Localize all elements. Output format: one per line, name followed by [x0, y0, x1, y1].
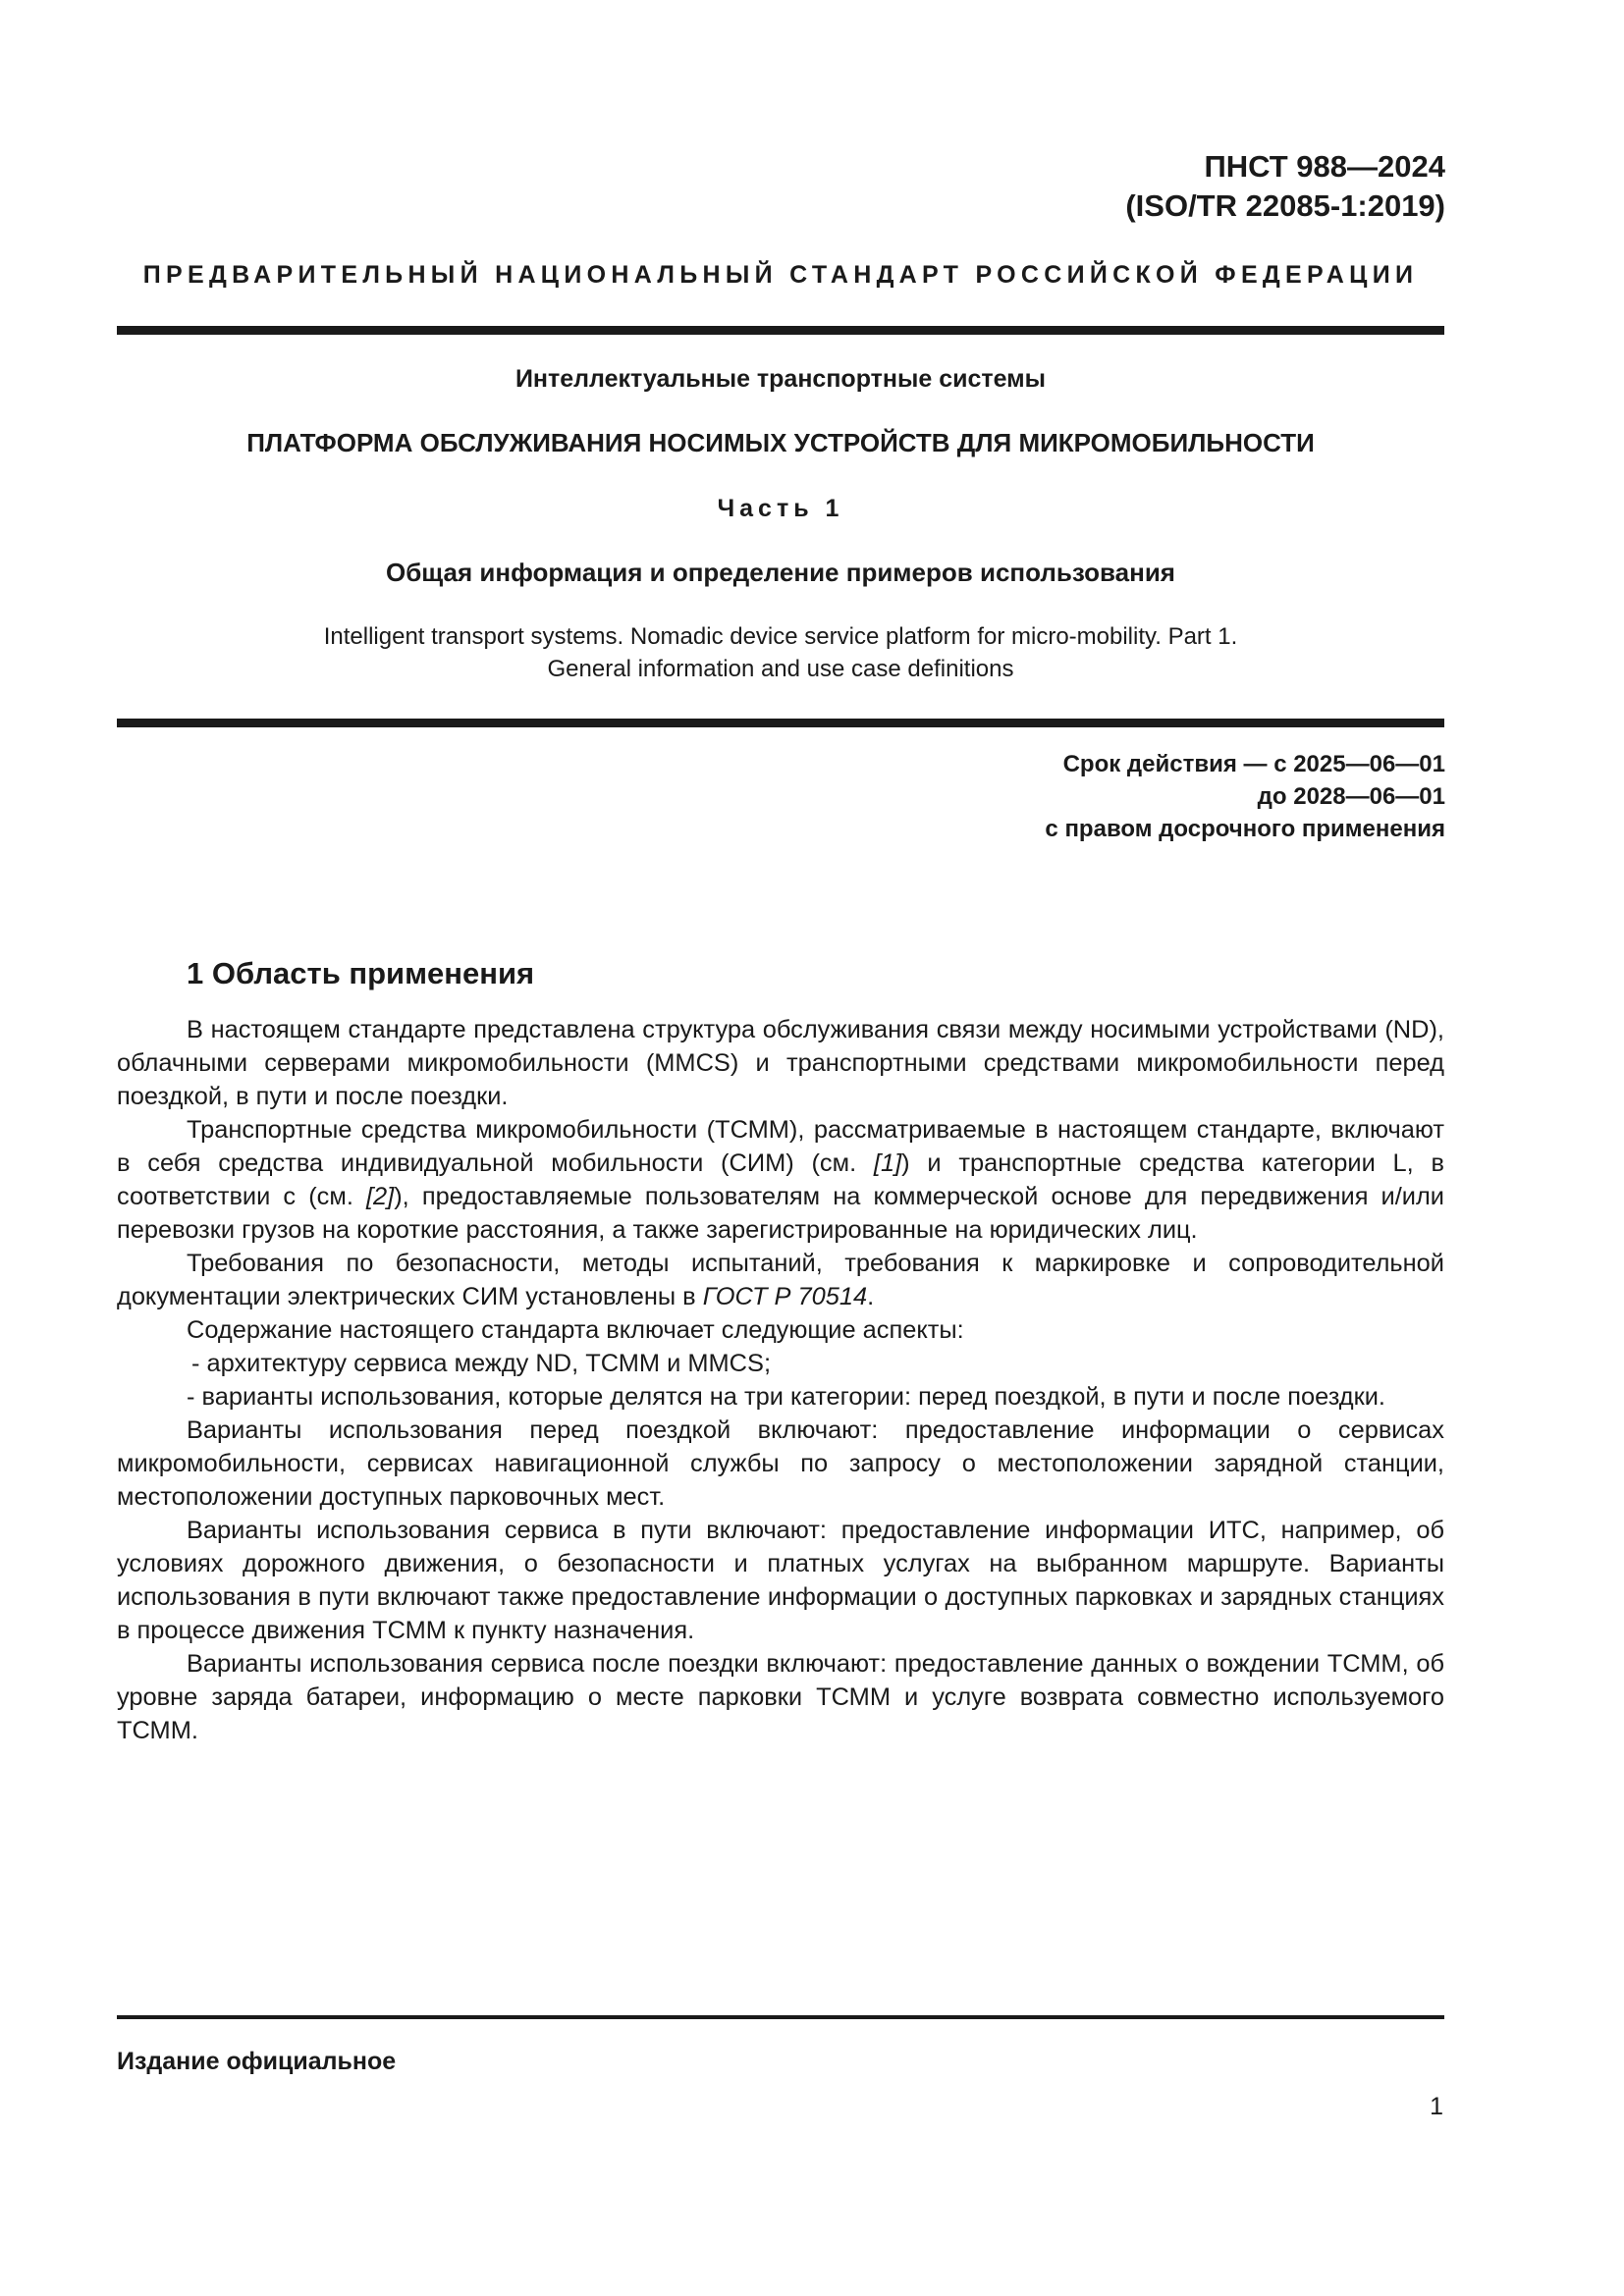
paragraph-7: Варианты использования сервиса после поездки включают: предоставление данных о вождении ТСММ, об уровне заряда батареи, информацию о месте парковки ТСММ и услуге возврата совместно используемого ТСММ.: [117, 1650, 1444, 1744]
list-item-2: - варианты использования, которые делятся на три категории: перед поездкой, в пути и после поездки.: [187, 1383, 1385, 1411]
iso-reference: (ISO/TR 22085-1:2019): [1125, 188, 1445, 223]
title-english-line-1: Intelligent transport systems. Nomadic device service platform for micro-mobility. Part 1.: [323, 623, 1238, 650]
title-subtitle: Общая информация и определение примеров использования: [386, 558, 1175, 587]
paragraph-1: В настоящем стандарте представлена структура обслуживания связи между носимыми устройствами (ND), облачными серверами микромобильности (MMCS) и транспортными средствами микромобильности перед поездкой, в пути и после поездки.: [117, 1016, 1444, 1110]
title-english-line-2: General information and use case definitions: [547, 656, 1014, 682]
validity-early-application: с правом досрочного применения: [1045, 816, 1445, 842]
paragraph-2: Транспортные средства микромобильности (ТСММ), рассматриваемые в настоящем стандарте, включают в себя средства индивидуальной мобильности (СИМ) (см. [1]) и транспортные средства категории L, в соответствии с (см. [2]), предоставляемые пользователям на коммерческой основе для передвижения и/или перевозки грузов на короткие расстояния, а также зарегистрированные на юридических лиц.: [117, 1116, 1444, 1244]
standard-type-heading: ПРЕДВАРИТЕЛЬНЫЙ НАЦИОНАЛЬНЫЙ СТАНДАРТ РОССИЙСКОЙ ФЕДЕРАЦИИ: [142, 261, 1419, 289]
footer-divider: [117, 2015, 1444, 2019]
official-edition-label: Издание официальное: [117, 2048, 397, 2075]
list-item-1: - архитектуру сервиса между ND, ТСММ и MMCS;: [191, 1350, 771, 1377]
reference-gost: ГОСТ Р 70514: [702, 1283, 868, 1310]
paragraph-4: Содержание настоящего стандарта включает следующие аспекты:: [187, 1316, 964, 1344]
document-number-block: [1125, 147, 1445, 226]
validity-block: [1045, 748, 1445, 845]
paragraph-5: Варианты использования перед поездкой включают: предоставление информации о сервисах микромобильности, сервисах навигационной службы по запросу о местоположении зарядной станции, местоположении доступных парковочных мест.: [117, 1416, 1444, 1511]
title-english: [117, 620, 1444, 685]
title-divider: [117, 719, 1444, 727]
title-part: Часть 1: [717, 495, 844, 522]
title-main: ПЛАТФОРМА ОБСЛУЖИВАНИЯ НОСИМЫХ УСТРОЙСТВ ДЛЯ МИКРОМОБИЛЬНОСТИ: [246, 428, 1315, 457]
paragraph-3: Требования по безопасности, методы испытаний, требования к маркировке и сопроводительной документации электрических СИМ установлены в ГОСТ Р 70514.: [117, 1250, 1444, 1310]
document-number: ПНСТ 988—2024: [1204, 149, 1445, 184]
paragraph-6: Варианты использования сервиса в пути включают: предоставление информации ИТС, например, об условиях дорожного движения, о безопасности и платных услугах на выбранном маршруте. Варианты использования в пути включают также предоставление информации о доступных парковках и зарядных станциях в процессе движения ТСММ к пункту назначения.: [117, 1517, 1444, 1644]
reference-2: [2]: [365, 1183, 395, 1210]
top-divider: [117, 326, 1444, 335]
reference-1: [1]: [873, 1149, 902, 1177]
title-series: Интеллектуальные транспортные системы: [514, 365, 1047, 393]
section-1-body: [117, 1013, 1444, 1747]
validity-to: до 2028—06—01: [1257, 783, 1445, 810]
validity-from: Срок действия — с 2025—06—01: [1062, 751, 1445, 777]
page-number: 1: [1430, 2093, 1443, 2120]
section-1-title: 1 Область применения: [187, 956, 535, 990]
